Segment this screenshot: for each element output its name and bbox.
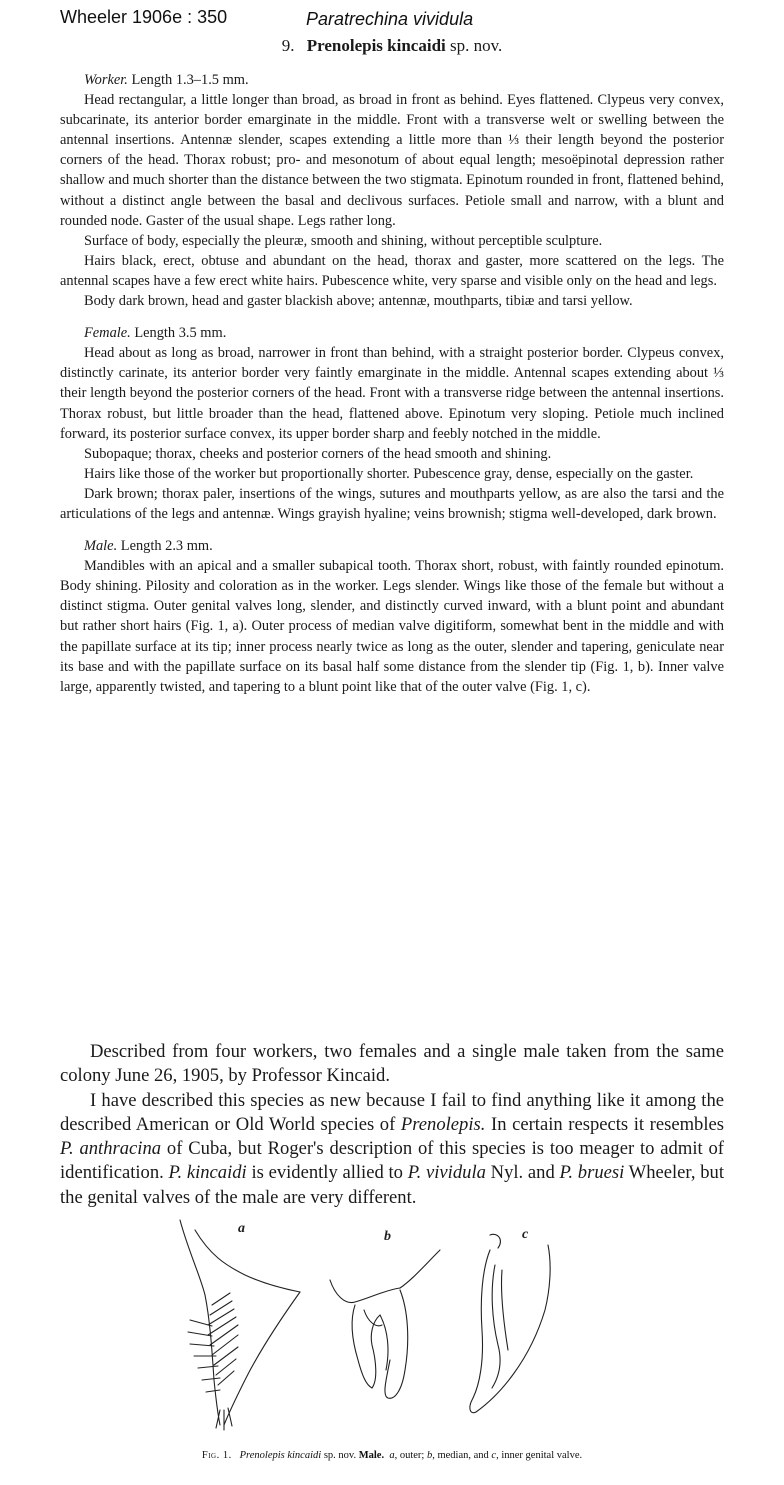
discussion-text-e: Nyl. and: [485, 1162, 560, 1184]
caption-a: a: [389, 1450, 395, 1461]
species-suffix: sp. nov.: [450, 36, 503, 55]
worker-paragraph-3: Hairs black, erect, obtuse and abundant on the head, thorax and gaster, more scattered on the legs. The antennal scapes have a few erect white hairs. Pubescence white, very sparse and visible only on the head and legs.: [60, 252, 724, 289]
species-vividula: P. vividula: [407, 1162, 486, 1184]
taxon-header: Paratrechina vividula: [306, 9, 474, 29]
female-paragraph-1: Head about as long as broad, narrower in front than behind, with a straight posterior border. Clypeus convex, distinctly carinate, its anterior border very faintly emarginate in the middle. Antennal scapes extending about ⅓ their length beyond the posterior corners of the head. Front with a transverse ridge between the antennal insertions. Thorax robust, but little broader than the head, flattened above. Epinotum very sloping. Petiole much inclined forward, its posterior surface convex, its upper border sharp and feebly notched in the middle.: [60, 345, 724, 442]
figure-label-b: b: [384, 1229, 391, 1244]
caption-outer: , outer;: [394, 1450, 427, 1461]
caption-species: Prenolepis kincaidi: [239, 1450, 322, 1461]
discussion-text-c: of Cuba, but Roger's description of this species is too meager to admit of identification.: [60, 1138, 724, 1184]
citation-header: Wheeler 1906e : 350: [60, 7, 228, 27]
worker-heading: Worker.: [84, 72, 128, 88]
figure-label-c: c: [522, 1227, 529, 1242]
caption-b: b: [426, 1450, 433, 1461]
discussion-text-b: In certain respects it resembles: [485, 1113, 725, 1135]
figure-caption: [0, 1450, 784, 1461]
worker-paragraph-1: Head rectangular, a little longer than broad, as broad in front as behind. Eyes flattened. Clypeus very convex, subcarinate, its anterior border emarginate in the middle. Front with a transverse welt or swelling between the antennal insertions. Antennæ slender, scapes extending a little more than ⅓ their length beyond the posterior corners of the head. Thorax robust; pro- and mesonotum of about equal length; mesoëpinotal depression rather shallow and much shorter than the distance between the two stigmata. Epinotum rounded in front, flattened behind, without a distinct angle between the basal and declivous surfaces. Petiole small and narrow, with a blunt and rounded node. Gaster of the usual shape. Legs rather long.: [60, 92, 724, 229]
female-length: Length 3.5 mm.: [134, 325, 227, 342]
worker-paragraph-2: Surface of body, especially the pleuræ, smooth and shining, without perceptible sculpture.: [84, 232, 603, 249]
species-number: 9.: [281, 36, 295, 55]
genus-name: Prenolepis.: [400, 1113, 486, 1135]
discussion-text-d: is evidently allied to: [246, 1162, 408, 1184]
worker-length: Length 1.3–1.5 mm.: [131, 72, 249, 88]
species-name: Prenolepis kincaidi: [306, 36, 446, 55]
discussion-paragraph-2: [60, 1089, 724, 1210]
male-heading-line: [60, 536, 724, 556]
worker-heading-line: [60, 70, 724, 90]
species-title: [0, 36, 784, 56]
caption-sex: Male.: [358, 1450, 385, 1461]
male-paragraph-1: Mandibles with an apical and a smaller subapical tooth. Thorax short, robust, with faintly rounded epinotum. Body shining. Pilosity and coloration as in the worker. Legs slender. Wings like those of the female but without a distinct stigma. Outer genital valves long, slender, and distinctly curved inward, with a blunt point and abundant but rather short hairs (Fig. 1, a). Outer process of median valve digitiform, somewhat bent in the middle and with the papillate surface at its tip; inner process nearly twice as long as the outer, slender and tapering, geniculate near its base and with the papillate surface on its basal half some distance from the slender tip (Fig. 1, b). Inner valve large, apparently twisted, and tapering to a blunt point like that of the outer valve (Fig. 1, c).: [60, 558, 724, 695]
caption-c: c: [491, 1450, 497, 1461]
female-paragraph-3: Hairs like those of the worker but proportionally shorter. Pubescence gray, dense, especially on the gaster.: [84, 465, 694, 482]
discussion-text-f: Wheeler, but the genital valves of the male are very different.: [60, 1162, 725, 1208]
species-bruesi: P. bruesi: [559, 1162, 625, 1184]
male-length: Length 2.3 mm.: [120, 538, 213, 555]
figure-label-a: a: [238, 1221, 245, 1236]
inner-valve-drawing: [470, 1234, 550, 1412]
species-anthracina: P. anthracina: [60, 1138, 162, 1160]
female-paragraph-2: Subopaque; thorax, cheeks and posterior corners of the head smooth and shining.: [84, 445, 552, 462]
discussion-block: [60, 1040, 724, 1210]
species-kincaidi: P. kincaidi: [168, 1162, 247, 1184]
discussion-text-a: I have described this species as new because I fail to find anything like it among the described American or Old World species of: [60, 1089, 724, 1135]
caption-fig-number: Fig. 1.: [201, 1450, 232, 1461]
worker-paragraph-4: Body dark brown, head and gaster blackish above; antennæ, mouthparts, tibiæ and tarsi yellow.: [84, 293, 633, 310]
female-heading-line: [60, 323, 724, 343]
caption-mid: sp. nov.: [321, 1450, 359, 1461]
male-heading: Male.: [84, 538, 118, 555]
outer-valve-drawing: [180, 1220, 300, 1430]
genital-valve-figure: [150, 1210, 580, 1440]
female-heading: Female.: [84, 325, 131, 342]
median-valve-drawing: [330, 1250, 440, 1398]
caption-median: , median, and: [432, 1450, 492, 1461]
caption-inner: , inner genital valve.: [496, 1450, 583, 1461]
discussion-paragraph-1: Described from four workers, two females and a single male taken from the same colony June 26, 1905, by Professor Kincaid.: [60, 1041, 724, 1087]
description-block: [60, 70, 724, 697]
female-paragraph-4: Dark brown; thorax paler, insertions of the wings, sutures and mouthparts yellow, as are also the tarsi and the articulations of the legs and antennæ. Wings grayish hyaline; veins brownish; stigma well-developed, dark brown.: [60, 485, 724, 522]
